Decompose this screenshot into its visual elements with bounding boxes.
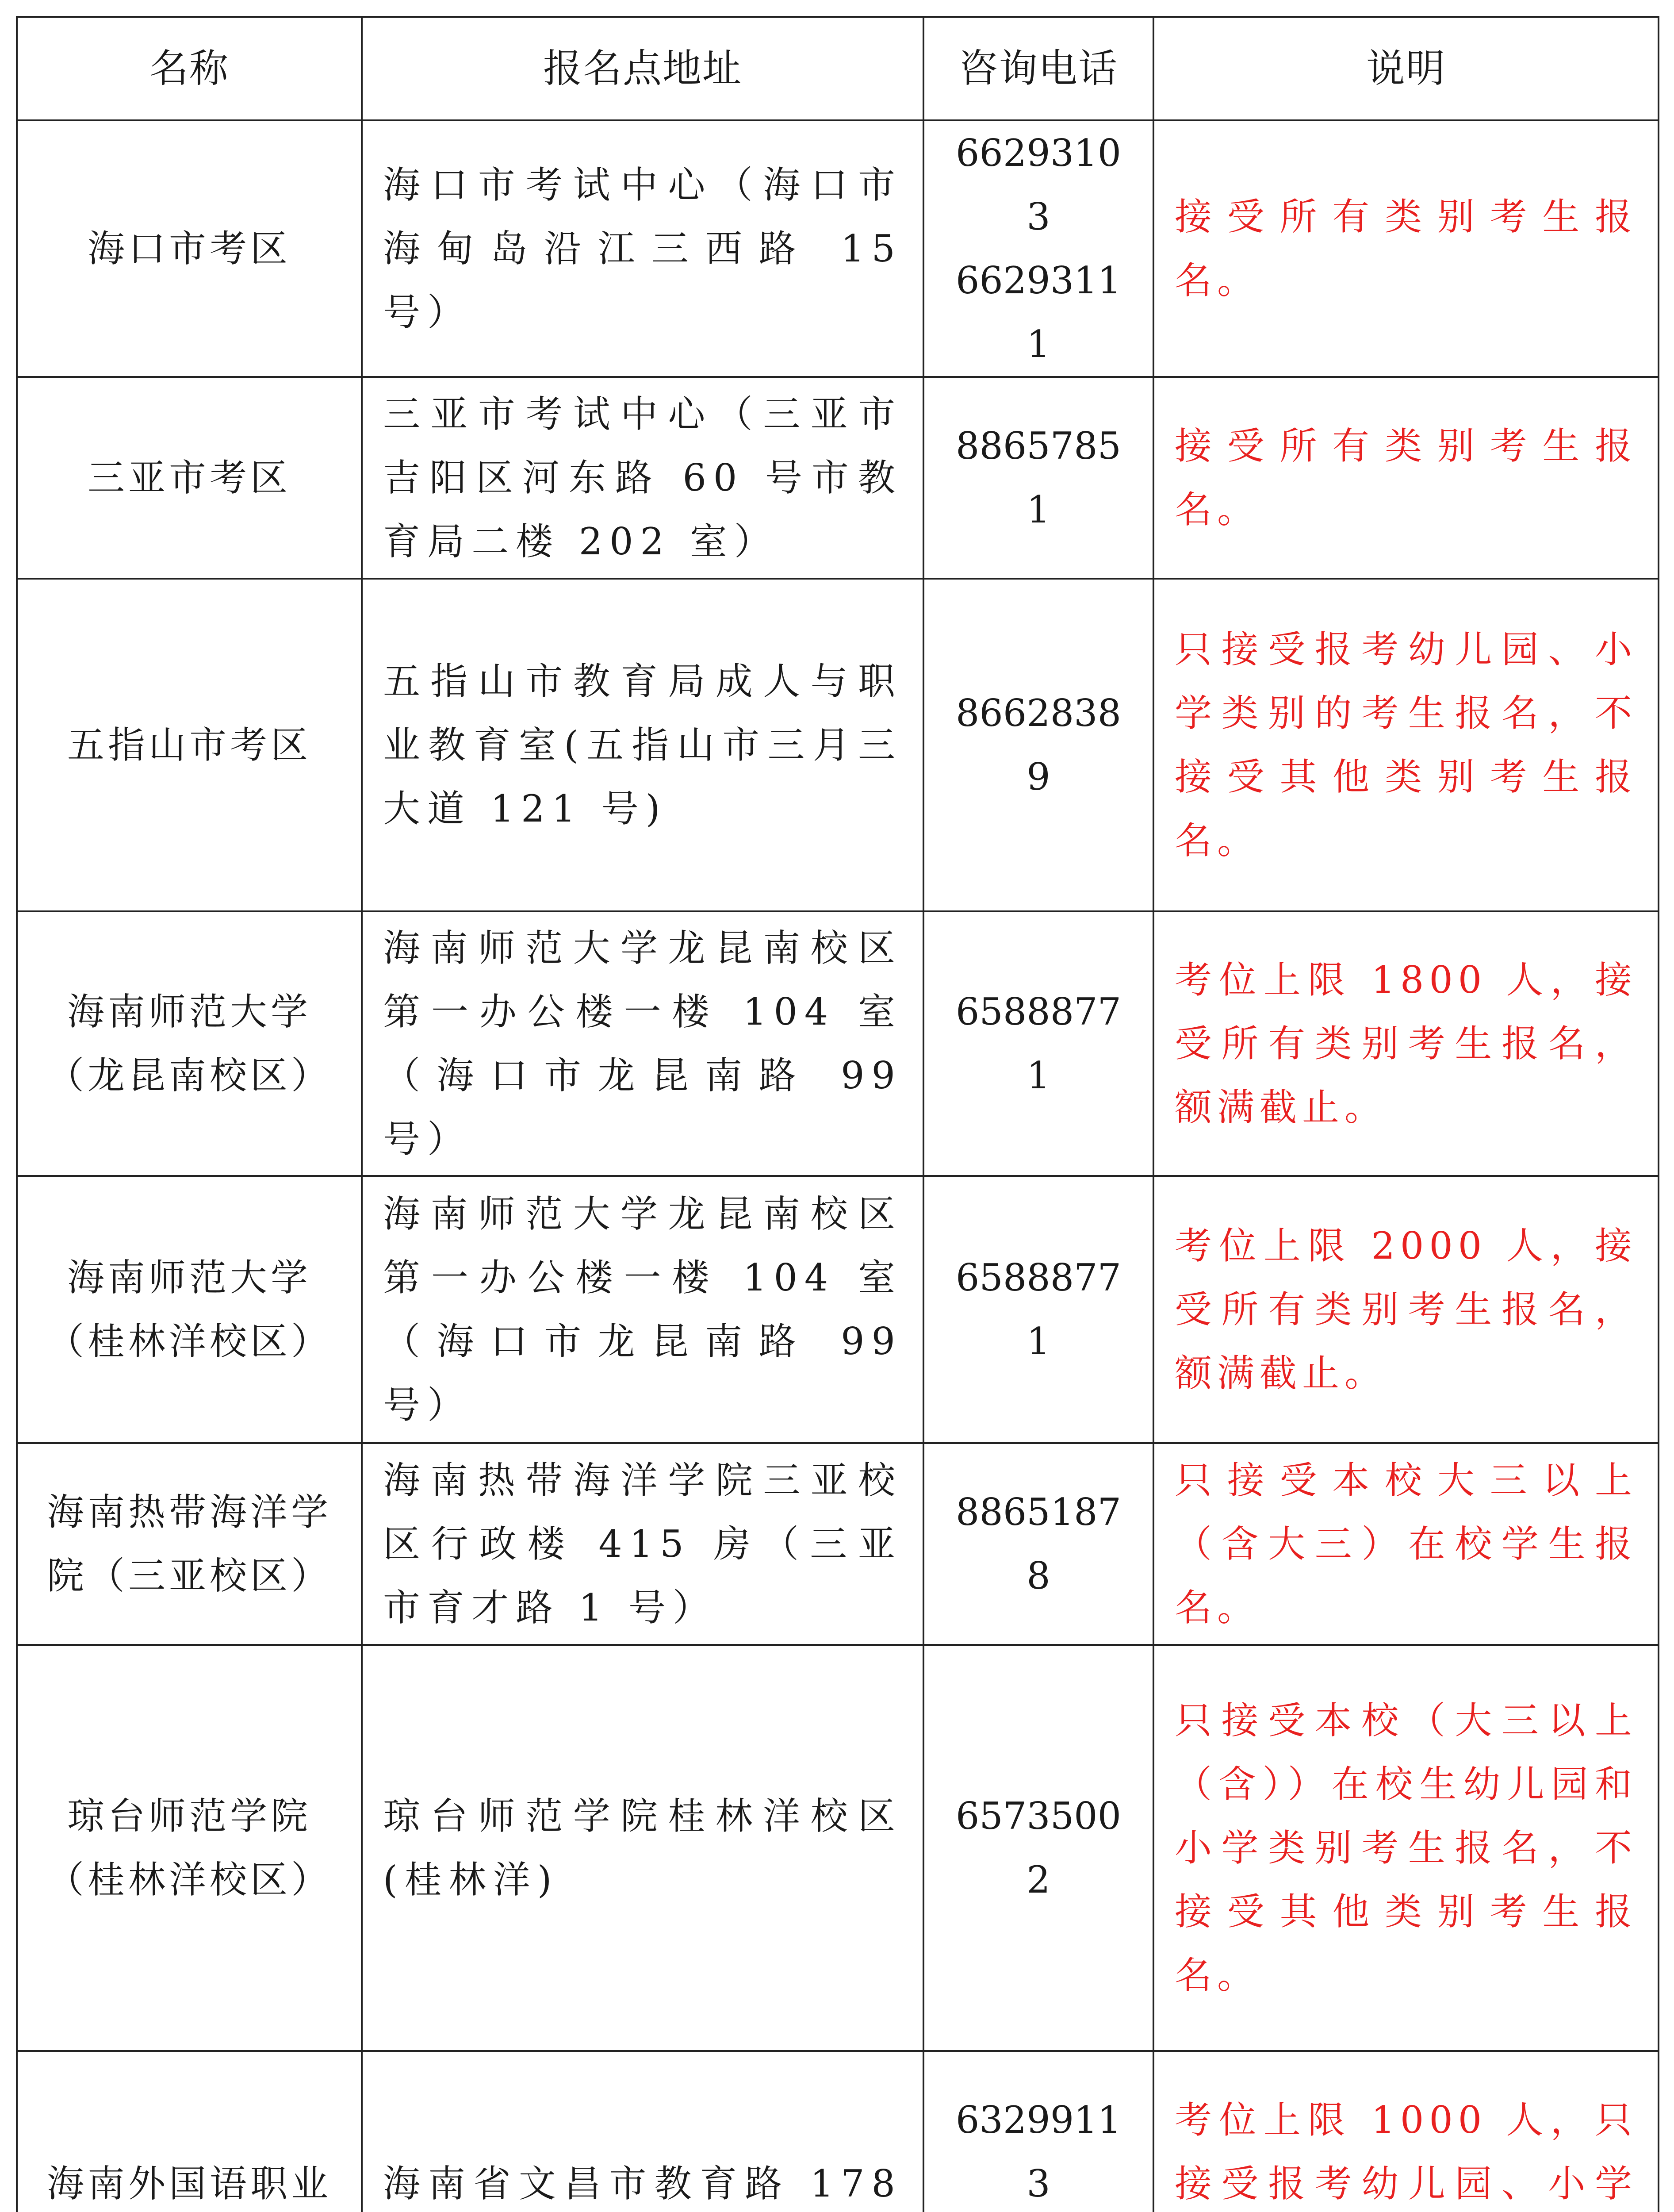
row-name: 海南师范大学（龙昆南校区） bbox=[17, 911, 362, 1176]
row-address: 海南热带海洋学院三亚校区行政楼 415 房（三亚市育才路 1 号） bbox=[362, 1443, 923, 1645]
row-phone bbox=[923, 377, 1153, 579]
row-address: 海南师范大学龙昆南校区第一办公楼一楼 104 室（海口市龙昆南路 99 号） bbox=[362, 911, 923, 1176]
table-row bbox=[17, 1176, 1659, 1443]
row-name: 琼台师范学院（桂林洋校区） bbox=[17, 1645, 362, 2051]
row-name: 海口市考区 bbox=[17, 120, 362, 377]
table-row bbox=[17, 2051, 1659, 2212]
row-address: 五指山市教育局成人与职业教育室(五指山市三月三大道 121 号) bbox=[362, 579, 923, 911]
header-phone: 咨询电话 bbox=[923, 17, 1153, 120]
phone-number: 63299113 bbox=[955, 2098, 1122, 2205]
phone-number: 86628389 bbox=[955, 691, 1122, 799]
row-name: 海南热带海洋学院（三亚校区） bbox=[17, 1443, 362, 1645]
row-address: 海口市考试中心（海口市海甸岛沿江三西路 15 号） bbox=[362, 120, 923, 377]
phone-number: 66293103 bbox=[955, 131, 1122, 238]
phone-number: 88651878 bbox=[955, 1490, 1122, 1598]
row-name: 海南外国语职业 bbox=[17, 2051, 362, 2212]
row-note: 考位上限 2000 人，接受所有类别考生报名，额满截止。 bbox=[1153, 1176, 1659, 1443]
phone-number: 65735002 bbox=[955, 1794, 1122, 1901]
row-phone bbox=[923, 1176, 1153, 1443]
row-note: 只接受本校（大三以上（含））在校生幼儿园和小学类别考生报名，不接受其他类别考生报名。 bbox=[1153, 1645, 1659, 2051]
row-address: 海南省文昌市教育路 178 bbox=[362, 2051, 923, 2212]
row-name: 三亚市考区 bbox=[17, 377, 362, 579]
row-note: 考位上限 1000 人，只接受报考幼儿园、小学 bbox=[1153, 2051, 1659, 2212]
table-row bbox=[17, 1645, 1659, 2051]
row-phone bbox=[923, 1645, 1153, 2051]
phone-number: 65888771 bbox=[955, 1256, 1122, 1363]
row-phone bbox=[923, 911, 1153, 1176]
row-note: 只接受本校大三以上（含大三）在校学生报名。 bbox=[1153, 1443, 1659, 1645]
row-phone bbox=[923, 120, 1153, 377]
row-note: 接受所有类别考生报名。 bbox=[1153, 377, 1659, 579]
header-name: 名称 bbox=[17, 17, 362, 120]
row-address: 海南师范大学龙昆南校区第一办公楼一楼 104 室（海口市龙昆南路 99 号） bbox=[362, 1176, 923, 1443]
row-name: 海南师范大学（桂林洋校区） bbox=[17, 1176, 362, 1443]
row-phone bbox=[923, 1443, 1153, 1645]
table-row bbox=[17, 120, 1659, 377]
table-row bbox=[17, 911, 1659, 1176]
table-row bbox=[17, 377, 1659, 579]
row-address: 三亚市考试中心（三亚市吉阳区河东路 60 号市教育局二楼 202 室） bbox=[362, 377, 923, 579]
row-phone bbox=[923, 579, 1153, 911]
header-address: 报名点地址 bbox=[362, 17, 923, 120]
registration-table bbox=[16, 16, 1659, 2212]
table-row bbox=[17, 579, 1659, 911]
table-header-row bbox=[17, 17, 1659, 120]
row-note: 考位上限 1800 人，接受所有类别考生报名，额满截止。 bbox=[1153, 911, 1659, 1176]
phone-number: 66293111 bbox=[955, 259, 1122, 366]
phone-number: 88657851 bbox=[955, 424, 1122, 531]
header-note: 说明 bbox=[1153, 17, 1659, 120]
row-note: 只接受报考幼儿园、小学类别的考生报名，不接受其他类别考生报名。 bbox=[1153, 579, 1659, 911]
phone-number: 65888771 bbox=[955, 990, 1122, 1097]
row-name: 五指山市考区 bbox=[17, 579, 362, 911]
row-note: 接受所有类别考生报名。 bbox=[1153, 120, 1659, 377]
table-row bbox=[17, 1443, 1659, 1645]
row-address: 琼台师范学院桂林洋校区(桂林洋) bbox=[362, 1645, 923, 2051]
row-phone bbox=[923, 2051, 1153, 2212]
